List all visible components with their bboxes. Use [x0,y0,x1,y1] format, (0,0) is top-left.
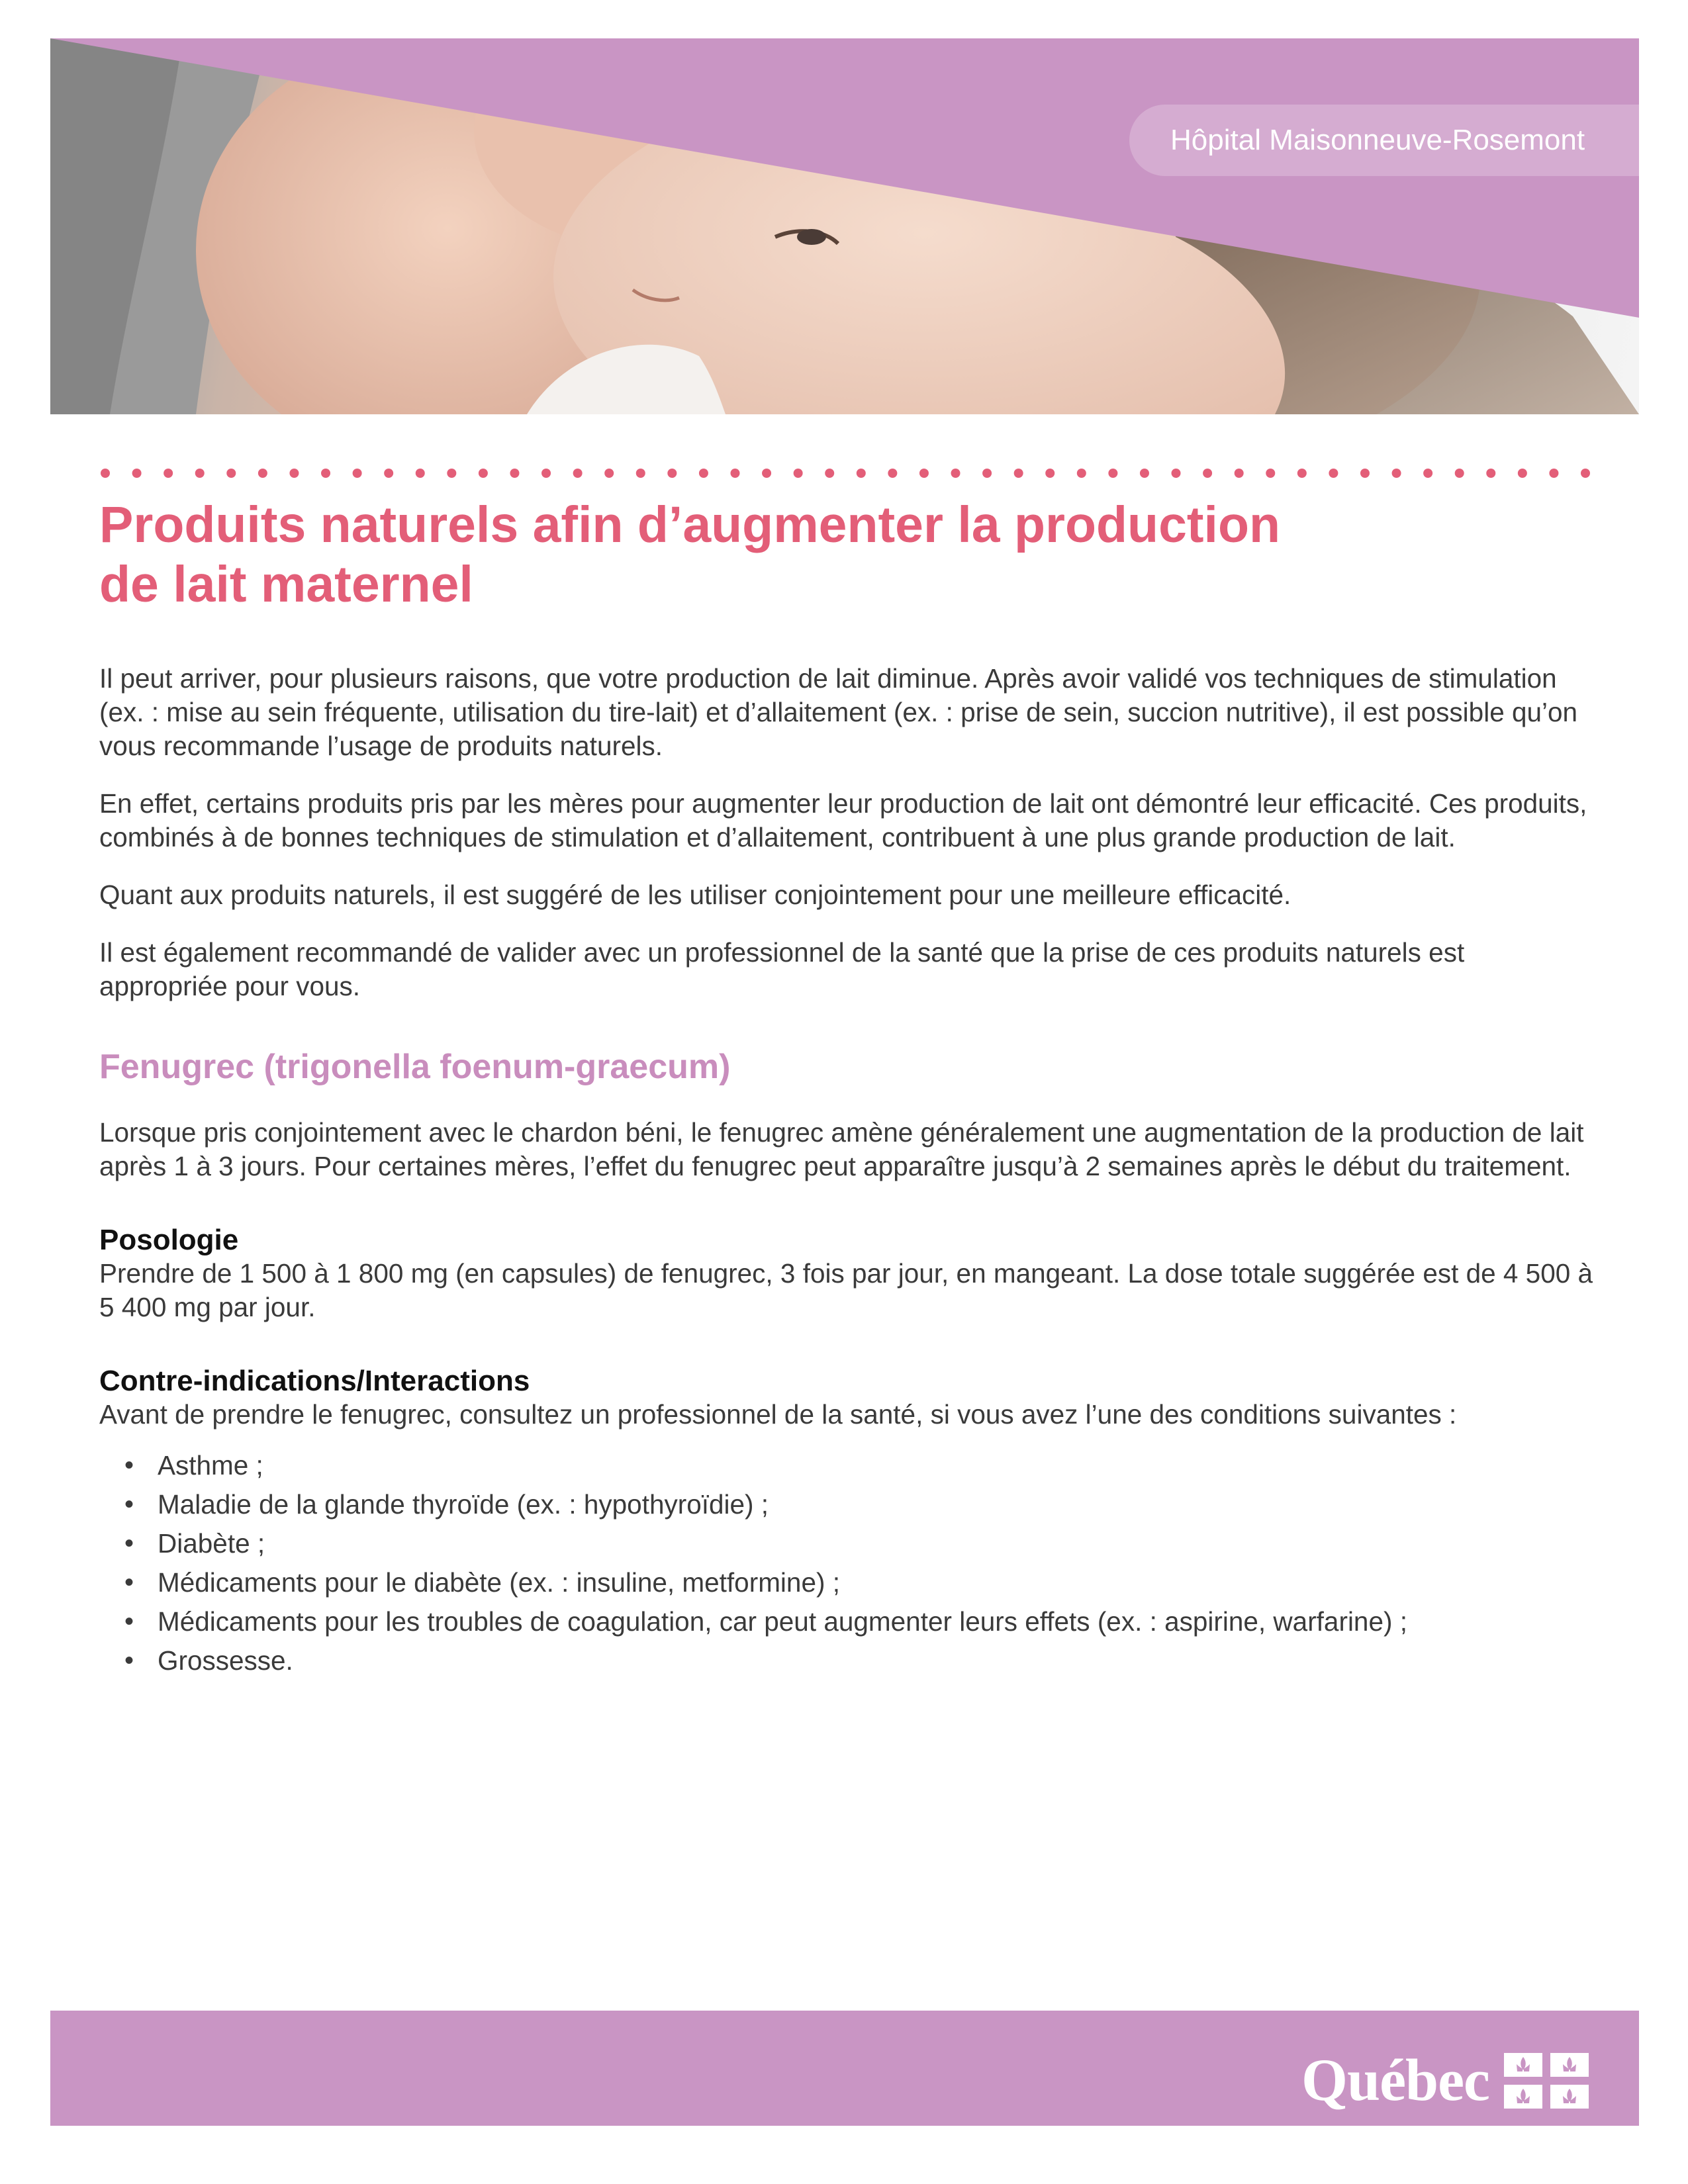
divider-dot [510,469,519,478]
divider-dot [447,469,456,478]
condition-text: Asthme ; [158,1450,263,1480]
intro-paragraph: Il est également recommandé de valider avec un professionnel de la santé que la prise de ces produits naturels est appropriée pour vous. [99,937,1465,1001]
divider-dot [1172,469,1181,478]
condition-text: Diabète ; [158,1528,265,1559]
divider-dot [416,469,425,478]
hospital-name-badge: Hôpital Maisonneuve-Rosemont [1129,105,1639,176]
bullet-icon: • [124,1490,134,1519]
condition-text: Grossesse. [158,1645,293,1676]
intro-paragraph: En effet, certains produits pris par les mères pour augmenter leur production de lait ont démontré leur efficacité. Ces produits, combinés à de bonnes techniques de stimulation et d’allaitement, contribuent à une plus grande production de lait. [99,788,1587,852]
bullet-icon: • [124,1568,134,1597]
divider-dot [1455,469,1464,478]
divider-dot [951,469,961,478]
divider-dot [604,469,614,478]
divider-dot [1549,469,1558,478]
divider-dot [132,469,142,478]
divider-dot [667,469,677,478]
divider-dot [353,469,362,478]
page-title [99,495,1556,614]
bullet-icon: • [124,1451,134,1480]
divider-dot [1045,469,1055,478]
divider-dot [1423,469,1432,478]
dotted-divider [101,463,1590,483]
divider-dot [1518,469,1527,478]
divider-dot [1581,469,1590,478]
divider-dot [226,469,236,478]
hero-banner [50,38,1639,414]
fenugrec-heading: Fenugrec (trigonella foenum-graecum) [99,1048,731,1086]
posologie-text: Prendre de 1 500 à 1 800 mg (en capsules) de fenugrec, 3 fois par jour, en mangeant. La dose totale suggérée est de 4 500 à 5 400 mg par jour. [99,1258,1593,1322]
divider-dot [1266,469,1275,478]
page-title-line-1: Produits naturels afin d’augmenter la production [99,496,1281,553]
decorative-band [50,38,1639,414]
divider-dot [1014,469,1023,478]
conditions-list [99,1449,1595,1678]
divider-dot [919,469,929,478]
condition-text: Médicaments pour le diabète (ex. : insuline, metformine) ; [158,1567,840,1598]
list-item [99,1605,1595,1639]
divider-dot [1203,469,1212,478]
divider-dot [825,469,834,478]
divider-dot [1108,469,1117,478]
divider-dot [258,469,267,478]
quebec-wordmark: Québec [1301,2048,1489,2113]
footer-band [50,2011,1639,2126]
divider-dot [1392,469,1401,478]
divider-dot [1297,469,1307,478]
divider-dot [857,469,866,478]
list-item [99,1488,1595,1522]
list-item [99,1449,1595,1482]
divider-dot [321,469,330,478]
page-title-line-2: de lait maternel [99,556,473,613]
divider-dot [1360,469,1370,478]
list-item [99,1527,1595,1561]
divider-dot [1235,469,1244,478]
quebec-logo [1301,2048,1589,2113]
divider-dot [541,469,551,478]
divider-dot [888,469,897,478]
bullet-icon: • [124,1646,134,1675]
divider-dot [699,469,708,478]
quebec-fleur-de-lis-flag-icon [1504,2053,1589,2109]
bullet-icon: • [124,1607,134,1636]
intro-paragraph: Il peut arriver, pour plusieurs raisons, que votre production de lait diminue. Après avoir validé vos techniques de stimulation (ex. : mise au sein fréquente, utilisation du tire-lait) et d’allaitement (ex. : prise de sein, succion nutritive), il est possible qu’on vous recommande l’usage de produits naturels. [99,663,1578,761]
divider-dot [1077,469,1086,478]
condition-text: Maladie de la glande thyroïde (ex. : hypothyroïdie) ; [158,1489,769,1520]
divider-dot [982,469,992,478]
intro-paragraph: Quant aux produits naturels, il est suggéré de les utiliser conjointement pour une meilleure efficacité. [99,880,1291,910]
divider-dot [101,469,110,478]
divider-dot [762,469,771,478]
divider-dot [573,469,583,478]
divider-dot [289,469,299,478]
list-item [99,1566,1595,1600]
contre-indications-text: Avant de prendre le fenugrec, consultez un professionnel de la santé, si vous avez l’une des conditions suivantes : [99,1399,1457,1430]
list-item [99,1644,1595,1678]
main-content [99,662,1595,1717]
divider-dot [794,469,803,478]
divider-dot [1329,469,1338,478]
contre-indications-heading: Contre-indications/Interactions [99,1365,530,1397]
posologie-heading: Posologie [99,1224,239,1256]
divider-dot [479,469,488,478]
divider-dot [730,469,739,478]
divider-dot [164,469,173,478]
fenugrec-description: Lorsque pris conjointement avec le chardon béni, le fenugrec amène généralement une augmentation de la production de lait après 1 à 3 jours. Pour certaines mères, l’effet du fenugrec peut apparaître jusqu’à 2 semaines après le début du traitement. [99,1117,1584,1181]
condition-text: Médicaments pour les troubles de coagulation, car peut augmenter leurs effets (ex. : aspirine, warfarine) ; [158,1606,1407,1637]
divider-dot [195,469,205,478]
divider-dot [384,469,393,478]
divider-dot [1486,469,1495,478]
divider-dot [1140,469,1149,478]
bullet-icon: • [124,1529,134,1558]
divider-dot [636,469,645,478]
